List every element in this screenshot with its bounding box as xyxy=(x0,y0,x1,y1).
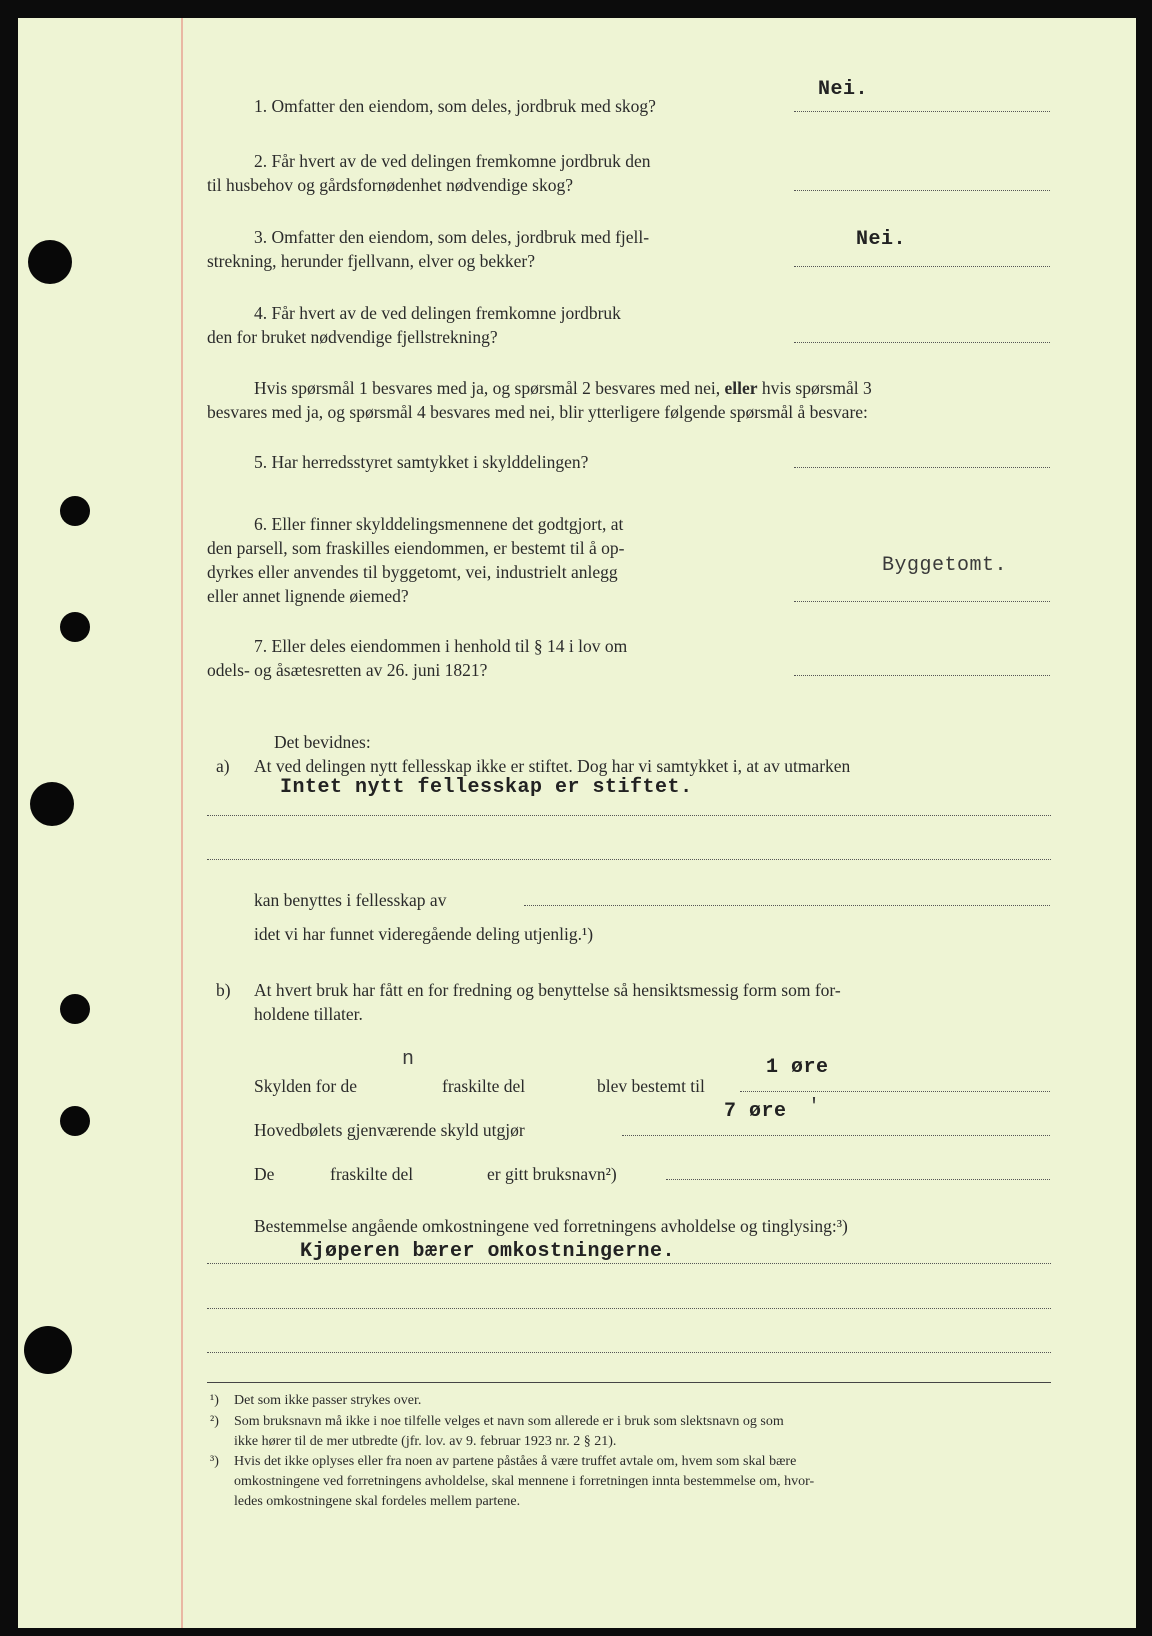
skyld-label-b: fraskilte del xyxy=(442,1076,526,1096)
punch-hole xyxy=(60,1106,90,1136)
question-5: 5. Har herredsstyret samtykket i skylddelingen? xyxy=(254,452,589,472)
footnote-rule xyxy=(207,1382,1051,1383)
skyld-line xyxy=(740,1091,1050,1092)
question-3-line-2: strekning, herunder fjellvann, elver og bekker? xyxy=(207,251,535,271)
punch-hole xyxy=(60,496,90,526)
footnote-3-line-2: omkostningene ved forretningens avholdelse, skal mennene i forretningen innta bestemmelse om, hvor- xyxy=(234,1474,815,1489)
answer-1: Nei. xyxy=(818,78,869,101)
hovedbol-label: Hovedbølets gjenværende skyld utgjør xyxy=(254,1120,525,1140)
bruksnavn-de: De xyxy=(254,1164,275,1184)
hovedbol-tick: ' xyxy=(808,1096,821,1119)
punch-hole xyxy=(28,240,72,284)
footnote-3-mark: ³) xyxy=(210,1454,219,1469)
bevidnes-heading: Det bevidnes: xyxy=(274,732,371,752)
bruksnavn-fraskilte: fraskilte del xyxy=(330,1164,414,1184)
omkostninger-typed: Kjøperen bærer omkostningerne. xyxy=(300,1240,676,1263)
footnote-1-mark: ¹) xyxy=(210,1393,219,1408)
punch-hole xyxy=(30,782,74,826)
item-a-line-2 xyxy=(207,859,1051,860)
item-a-label: a) xyxy=(216,756,230,776)
kan-benyttes-line xyxy=(524,905,1050,906)
answer-line-6 xyxy=(794,601,1050,602)
question-6-line-1: 6. Eller finner skylddelingsmennene det godtgjort, at xyxy=(254,514,624,534)
question-2-line-1: 2. Får hvert av de ved delingen fremkomne jordbruk den xyxy=(254,151,651,171)
footnote-2-mark: ²) xyxy=(210,1414,219,1429)
skyld-value: 1 øre xyxy=(766,1056,829,1079)
footnote-2-line-2: ikke hører til de mer utbredte (jfr. lov. av 9. februar 1923 nr. 2 § 21). xyxy=(234,1434,617,1449)
question-6-line-3: dyrkes eller anvendes til byggetomt, vei, industrielt anlegg xyxy=(207,562,618,582)
answer-line-7 xyxy=(794,675,1050,676)
skyld-label-a: Skylden for de xyxy=(254,1076,358,1096)
hovedbol-value: 7 øre xyxy=(724,1100,787,1123)
answer-line-5 xyxy=(794,467,1050,468)
footnote-3-line-1: Hvis det ikke oplyses eller fra noen av partene påståes å være truffet avtale om, hvem som skal bære xyxy=(234,1454,797,1469)
item-b-label: b) xyxy=(216,980,231,1000)
footnote-3-line-3: ledes omkostningene skal fordeles mellem partene. xyxy=(234,1494,521,1509)
hovedbol-line xyxy=(622,1135,1050,1136)
omkostninger-line-3 xyxy=(207,1352,1051,1353)
condition-line-2: besvares med ja, og spørsmål 4 besvares med nei, blir ytterligere følgende spørsmål å besvare: xyxy=(207,402,868,422)
omkostninger-line-1 xyxy=(207,1263,1051,1264)
item-a-text: At ved delingen nytt fellesskap ikke er stiftet. Dog har vi samtykket i, at av utmarken xyxy=(254,756,851,776)
punch-hole xyxy=(60,612,90,642)
question-4-line-2: den for bruket nødvendige fjellstrekning? xyxy=(207,327,498,347)
question-7-line-2: odels- og åsætesretten av 26. juni 1821? xyxy=(207,660,488,680)
item-b-line-1: At hvert bruk har fått en for fredning og benyttelse så hensiktsmessig form som for- xyxy=(254,980,841,1000)
omkostninger-label: Bestemmelse angående omkostningene ved forretningens avholdelse og tinglysing:³) xyxy=(254,1216,848,1236)
condition-text-b: hvis spørsmål 3 xyxy=(761,378,872,398)
kan-benyttes-text: kan benyttes i fellesskap av xyxy=(254,890,447,910)
punch-hole xyxy=(24,1326,72,1374)
answer-line-1 xyxy=(794,111,1050,112)
question-6-line-4: eller annet lignende øiemed? xyxy=(207,586,409,606)
footnote-1: Det som ikke passer strykes over. xyxy=(234,1393,422,1408)
answer-3: Nei. xyxy=(856,228,907,251)
idet-text: idet vi har funnet videregående deling utjenlig.¹) xyxy=(254,924,594,944)
question-3-line-1: 3. Omfatter den eiendom, som deles, jordbruk med fjell- xyxy=(254,227,650,247)
answer-line-3 xyxy=(794,266,1050,267)
answer-6: Byggetomt. xyxy=(882,554,1008,577)
margin-rule xyxy=(181,18,183,1628)
bruksnavn-gitt: er gitt bruksnavn²) xyxy=(487,1164,617,1184)
question-2-line-2: til husbehov og gårdsfornødenhet nødvendige skog? xyxy=(207,175,573,195)
answer-line-4 xyxy=(794,342,1050,343)
condition-bold: eller xyxy=(724,378,758,398)
omkostninger-line-2 xyxy=(207,1308,1051,1309)
document-page xyxy=(18,18,1136,1628)
skyld-typed-n: n xyxy=(402,1048,415,1071)
skyld-label-c: blev bestemt til xyxy=(597,1076,705,1096)
condition-text-a: Hvis spørsmål 1 besvares med ja, og spørsmål 2 besvares med nei, xyxy=(254,378,721,398)
footnote-2-line-1: Som bruksnavn må ikke i noe tilfelle velges et navn som allerede er i bruk som slektsnavn og som xyxy=(234,1414,784,1429)
question-4-line-1: 4. Får hvert av de ved delingen fremkomne jordbruk xyxy=(254,303,621,323)
bruksnavn-line xyxy=(666,1179,1050,1180)
question-6-line-2: den parsell, som fraskilles eiendommen, er bestemt til å op- xyxy=(207,538,625,558)
question-7-line-1: 7. Eller deles eiendommen i henhold til § 14 i lov om xyxy=(254,636,628,656)
item-a-typed: Intet nytt fellesskap er stiftet. xyxy=(280,776,693,799)
answer-line-2 xyxy=(794,190,1050,191)
punch-hole xyxy=(60,994,90,1024)
item-b-line-2: holdene tillater. xyxy=(254,1004,363,1024)
question-1: 1. Omfatter den eiendom, som deles, jordbruk med skog? xyxy=(254,96,656,116)
condition-line-1 xyxy=(254,376,872,400)
item-a-line-1 xyxy=(207,815,1051,816)
